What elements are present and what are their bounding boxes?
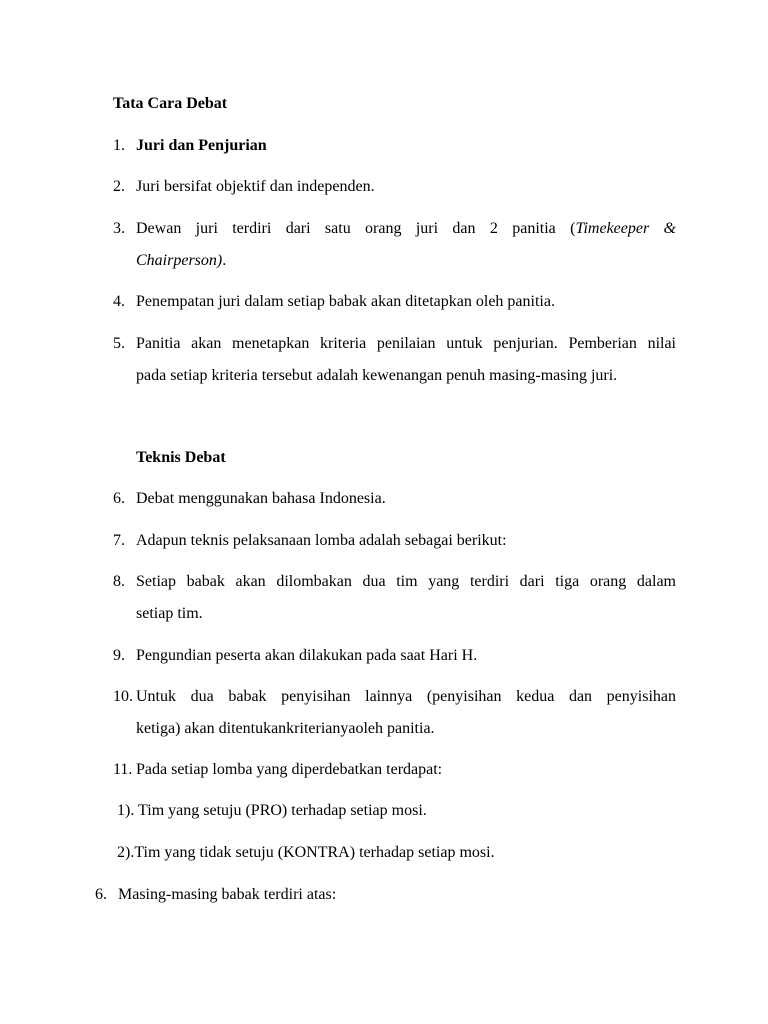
- list-number: 11.: [113, 761, 133, 778]
- list-number: 9.: [113, 647, 125, 664]
- list-number: 7.: [113, 532, 125, 549]
- list-item: [136, 566, 676, 630]
- list-item: [136, 681, 676, 745]
- list-number: 5.: [113, 335, 125, 352]
- list-number: 4.: [113, 293, 125, 310]
- list-item: Pada setiap lomba yang diperdebatkan terdapat:: [136, 761, 443, 778]
- section-title: Teknis Debat: [136, 449, 226, 466]
- list-item-line: Chairperson).: [136, 252, 227, 269]
- list-item-line: Dewan juri terdiri dari satu orang juri dan 2 panitia (Timekeeper &: [136, 220, 676, 237]
- list-number: 6.: [113, 490, 125, 507]
- list-item-line: Untuk dua babak penyisihan lainnya (penyisihan kedua dan penyisihan: [136, 688, 676, 705]
- list-item: [136, 328, 676, 392]
- sub-list-item: 1). Tim yang setuju (PRO) terhadap setiap mosi.: [117, 802, 427, 819]
- list-item-line: setiap tim.: [136, 605, 203, 622]
- list-item: Adapun teknis pelaksanaan lomba adalah sebagai berikut:: [136, 532, 507, 549]
- list-item: Debat menggunakan bahasa Indonesia.: [136, 490, 386, 507]
- list-item-line: Setiap babak akan dilombakan dua tim yang terdiri dari tiga orang dalam: [136, 573, 676, 590]
- list-item: Pengundian peserta akan dilakukan pada saat Hari H.: [136, 647, 478, 664]
- list-number: 6.: [95, 886, 107, 903]
- list-item: [136, 213, 676, 277]
- list-item: Penempatan juri dalam setiap babak akan ditetapkan oleh panitia.: [136, 293, 555, 310]
- list-number: 2.: [113, 178, 125, 195]
- list-item-line: Panitia akan menetapkan kriteria penilaian untuk penjurian. Pemberian nilai: [136, 335, 676, 352]
- list-item: Masing-masing babak terdiri atas:: [118, 886, 337, 903]
- sub-list-item: 2).Tim yang tidak setuju (KONTRA) terhadap setiap mosi.: [117, 844, 495, 861]
- list-number: 1.: [113, 137, 125, 154]
- list-item: Juri bersifat objektif dan independen.: [136, 178, 375, 195]
- document-title: Tata Cara Debat: [113, 95, 228, 112]
- list-number: 8.: [113, 573, 125, 590]
- list-item-line: pada setiap kriteria tersebut adalah kewenangan penuh masing-masing juri.: [136, 367, 618, 384]
- list-item-line: ketiga) akan ditentukankriterianyaoleh panitia.: [136, 720, 435, 737]
- list-item-heading: Juri dan Penjurian: [136, 137, 267, 154]
- list-number: 10.: [113, 688, 133, 705]
- list-number: 3.: [113, 220, 125, 237]
